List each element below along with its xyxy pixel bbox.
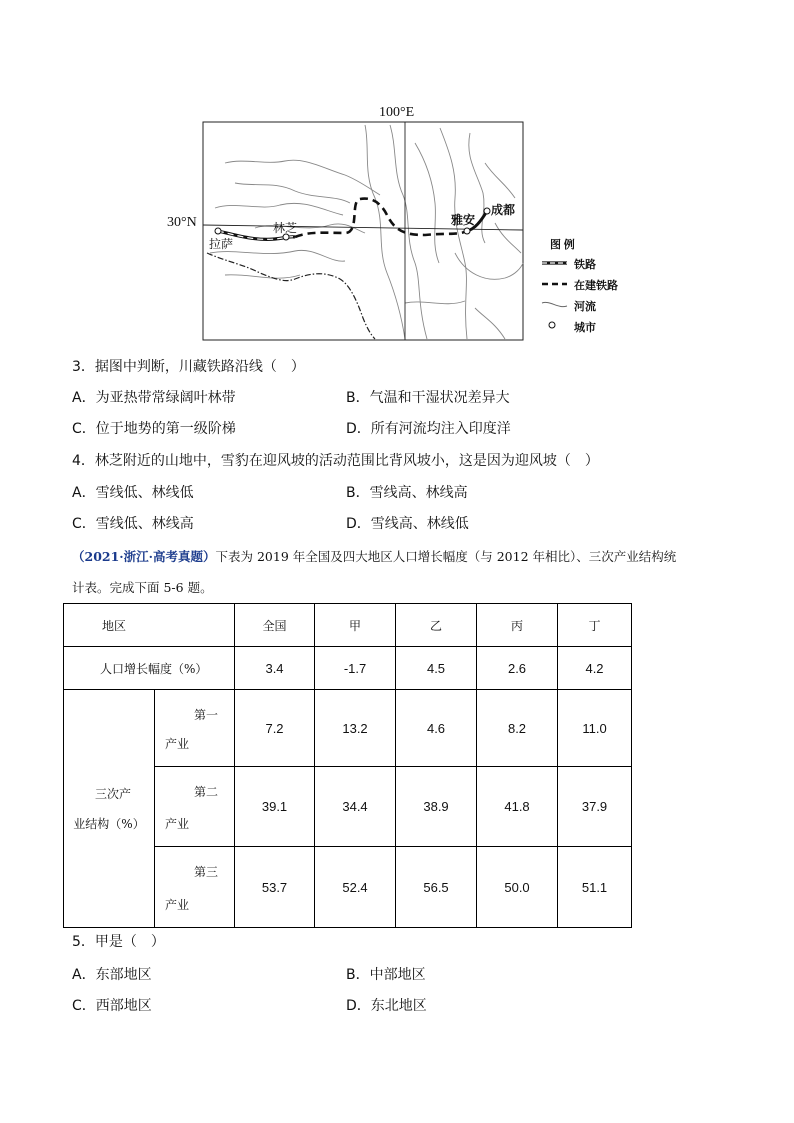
header-col: 乙 — [396, 604, 477, 647]
q4-stem: 4．林芝附近的山地中，雪豹在迎风坡的活动范围比背风坡小，这是因为迎风坡（ ） — [72, 453, 599, 469]
city-lhasa-marker — [215, 228, 221, 234]
legend-city: 城市 — [574, 322, 596, 334]
q5-option-b[interactable]: B．中部地区 — [346, 967, 426, 983]
table-cell: 3.4 — [235, 647, 315, 690]
q4-option-b[interactable]: B．雪线高、林线高 — [346, 485, 468, 501]
table-cell: 8.2 — [477, 690, 558, 767]
legend-under-construction: 在建铁路 — [574, 280, 618, 292]
header-col: 丙 — [477, 604, 558, 647]
table-row-primary — [64, 690, 632, 767]
latitude-label: 30°N — [167, 215, 197, 230]
structure-label — [64, 690, 155, 928]
intro-line-1 — [72, 548, 676, 566]
legend-railway: 铁路 — [574, 259, 596, 271]
industry-label — [155, 847, 235, 928]
map-figure — [165, 103, 635, 343]
q3-stem: 3．据图中判断，川藏铁路沿线（ ） — [72, 359, 305, 375]
table-cell: 4.6 — [396, 690, 477, 767]
city-yaan-label: 雅安 — [451, 213, 476, 227]
map-drawing — [165, 103, 635, 343]
industry-label-top: 第二 — [194, 785, 219, 799]
table-cell: 4.2 — [558, 647, 632, 690]
industry-label-top: 第三 — [194, 865, 219, 879]
longitude-label: 100°E — [379, 105, 415, 120]
industry-label-top: 第一 — [194, 708, 219, 722]
structure-label-line-1: 三次产 — [94, 786, 131, 801]
table-cell: 52.4 — [315, 847, 396, 928]
stats-table — [63, 603, 632, 928]
city-chengdu-label: 成都 — [491, 203, 516, 217]
q3-option-c[interactable]: C．位于地势的第一级阶梯 — [72, 421, 236, 437]
map-frame — [203, 122, 523, 340]
q5-option-d[interactable]: D．东北地区 — [346, 998, 427, 1014]
structure-label-line-2: 业结构（%） — [73, 816, 145, 831]
q4-option-a[interactable]: A．雪线低、林线低 — [72, 485, 194, 501]
table-cell: 2.6 — [477, 647, 558, 690]
table-cell: 34.4 — [315, 767, 396, 847]
industry-label-bottom: 产业 — [165, 817, 190, 831]
population-label: 人口增长幅度（%） — [64, 647, 235, 690]
table-cell: 11.0 — [558, 690, 632, 767]
city-nyingchi-label: 林芝 — [273, 221, 298, 235]
table-cell: 13.2 — [315, 690, 396, 767]
q3-option-d[interactable]: D．所有河流均注入印度洋 — [346, 421, 511, 437]
city-lhasa-label: 拉萨 — [209, 237, 234, 251]
table-header-row — [64, 604, 632, 647]
table-cell: 41.8 — [477, 767, 558, 847]
q5-option-c[interactable]: C．西部地区 — [72, 998, 152, 1014]
q5-option-a[interactable]: A．东部地区 — [72, 967, 152, 983]
industry-label-bottom: 产业 — [165, 898, 190, 912]
table-cell: 56.5 — [396, 847, 477, 928]
header-col: 甲 — [315, 604, 396, 647]
source-tag: （2021·浙江·高考真题） — [72, 549, 216, 564]
table-cell: 4.5 — [396, 647, 477, 690]
city-yaan-marker — [464, 228, 470, 234]
legend-title: 图 例 — [550, 239, 575, 251]
table-cell: 53.7 — [235, 847, 315, 928]
legend-river: 河流 — [574, 301, 596, 313]
table-row-population — [64, 647, 632, 690]
industry-label-bottom: 产业 — [165, 737, 190, 751]
header-col: 全国 — [235, 604, 315, 647]
q5-stem: 5．甲是（ ） — [72, 934, 165, 950]
table-cell: 50.0 — [477, 847, 558, 928]
table-cell: 39.1 — [235, 767, 315, 847]
q3-option-a[interactable]: A．为亚热带常绿阔叶林带 — [72, 390, 236, 406]
q3-option-b[interactable]: B．气温和干湿状况差异大 — [346, 390, 510, 406]
boundary — [207, 253, 375, 339]
q4-option-d[interactable]: D．雪线高、林线低 — [346, 516, 469, 532]
header-region: 地区 — [64, 604, 235, 647]
table-cell: 7.2 — [235, 690, 315, 767]
table-cell: 37.9 — [558, 767, 632, 847]
industry-label — [155, 767, 235, 847]
table-cell: 38.9 — [396, 767, 477, 847]
table-cell: 51.1 — [558, 847, 632, 928]
table-cell: -1.7 — [315, 647, 396, 690]
header-col: 丁 — [558, 604, 632, 647]
intro-line-2: 计表。完成下面 5-6 题。 — [72, 580, 213, 595]
rivers — [210, 125, 523, 339]
q4-option-c[interactable]: C．雪线低、林线高 — [72, 516, 194, 532]
city-chengdu-marker — [484, 208, 490, 214]
industry-label — [155, 690, 235, 767]
intro-text-1: 下表为 2019 年全国及四大地区人口增长幅度（与 2012 年相比）、三次产业结构统 — [215, 549, 677, 564]
